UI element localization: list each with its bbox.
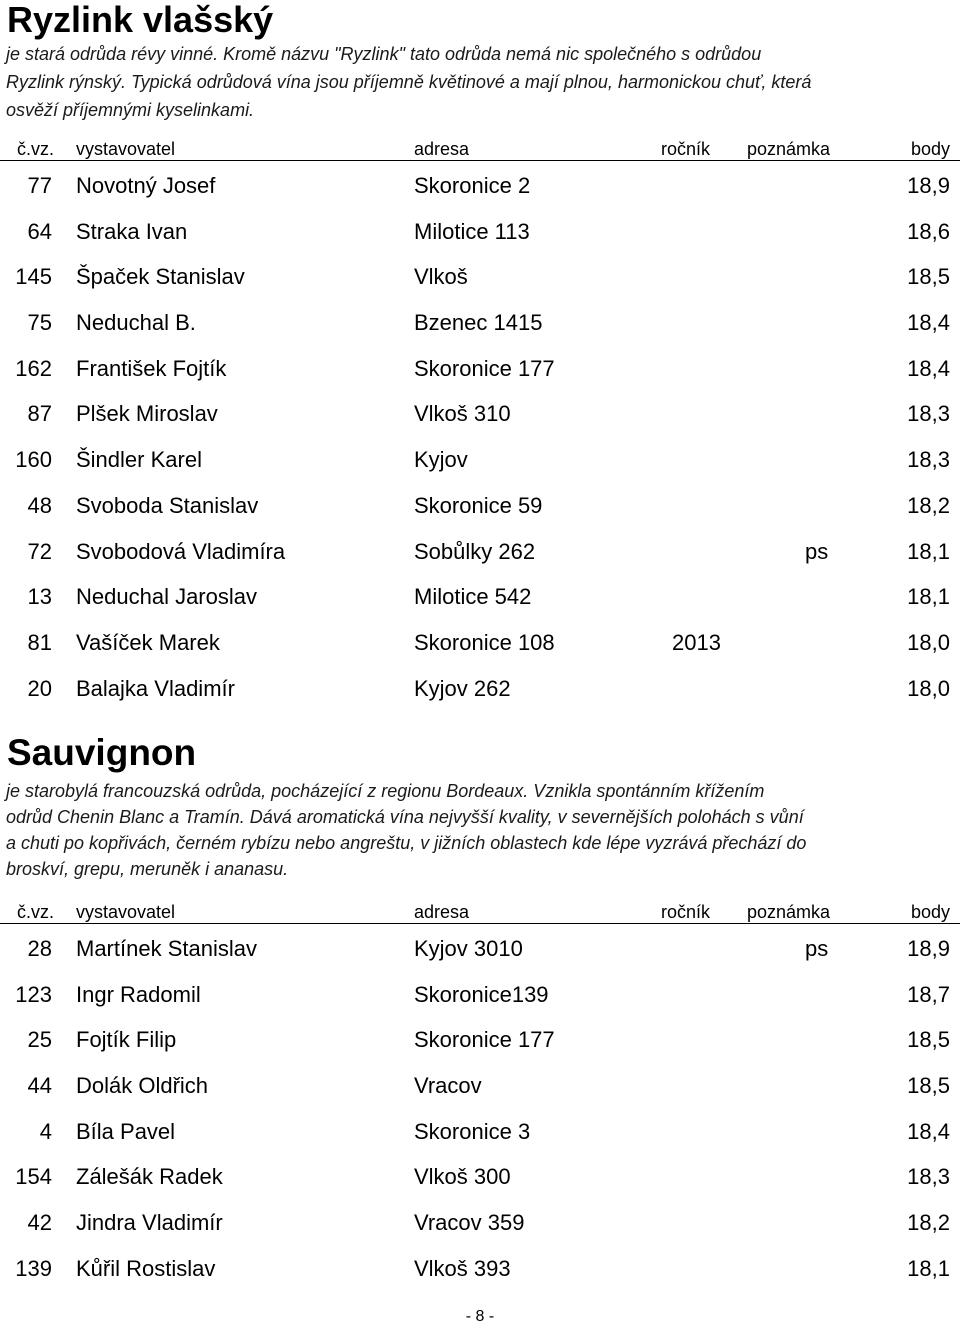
exhibitor-address: Sobůlky 262 xyxy=(414,538,536,564)
exhibitor-address: Bzenec 1415 xyxy=(414,310,543,336)
exhibitor-address: Skoronice 59 xyxy=(414,492,543,518)
points: 18,7 xyxy=(907,981,950,1007)
table-row xyxy=(0,486,960,532)
section-title: Ryzlink vlašský xyxy=(7,0,274,40)
points: 18,2 xyxy=(907,492,950,518)
sample-number: 123 xyxy=(15,981,52,1007)
sample-number: 48 xyxy=(27,492,52,518)
points: 18,5 xyxy=(907,1073,950,1099)
exhibitor-name: Svoboda Stanislav xyxy=(76,492,259,518)
exhibitor-address: Skoronice 108 xyxy=(414,629,555,655)
table-row xyxy=(0,394,960,440)
exhibitor-name: Vašíček Marek xyxy=(76,629,220,655)
points: 18,3 xyxy=(907,401,950,427)
sample-number: 87 xyxy=(27,401,52,427)
table-row xyxy=(0,349,960,395)
sample-number: 145 xyxy=(15,264,52,290)
sample-number: 154 xyxy=(15,1164,52,1190)
exhibitor-name: Jindra Vladimír xyxy=(76,1210,223,1236)
exhibitor-name: Neduchal B. xyxy=(76,310,196,336)
section-description: je starobylá francouzská odrůda, pocházející z regionu Bordeaux. Vznikla spontánním křížením odrůd Chenin Blanc a Tramín. Dává aromatická vína nejvyšší kvality, v severnějších polohách s vůní a chuti po kopřivách, černém rybízu nebo angreštu, v jižních oblastech kde lépe vyzrává přechází do broskví, grepu, meruněk i ananasu. xyxy=(6,781,807,879)
sample-number: 81 xyxy=(27,629,52,655)
sample-number: 75 xyxy=(27,310,52,336)
exhibitor-name: Martínek Stanislav xyxy=(76,936,257,961)
exhibitor-address: Skoronice 3 xyxy=(414,1118,531,1144)
table-row xyxy=(0,212,960,258)
exhibitor-name: Zálešák Radek xyxy=(76,1164,223,1190)
table-row xyxy=(0,623,960,669)
exhibitor-name: Neduchal Jaroslav xyxy=(76,584,257,610)
header-year: ročník xyxy=(661,139,711,159)
table-row xyxy=(0,1157,960,1203)
exhibitor-name: Šindler Karel xyxy=(76,447,202,473)
exhibitor-name: Dolák Oldřich xyxy=(76,1073,209,1099)
section-title: Sauvignon xyxy=(7,732,197,773)
table-row xyxy=(0,1249,960,1295)
exhibitor-address: Skoronice 177 xyxy=(414,1027,555,1053)
page-number: - 8 - xyxy=(465,1308,495,1325)
sample-number: 28 xyxy=(27,936,52,961)
header-address: adresa xyxy=(414,902,470,922)
table-row xyxy=(0,532,960,578)
table-row xyxy=(0,1112,960,1158)
table-row xyxy=(0,440,960,486)
sample-number: 25 xyxy=(27,1027,52,1053)
exhibitor-address: Kyjov 3010 xyxy=(414,936,523,961)
exhibitor-name: František Fojtík xyxy=(76,355,227,381)
header-points: body xyxy=(910,139,950,159)
points: 18,4 xyxy=(907,310,950,336)
points: 18,0 xyxy=(907,675,950,701)
sample-number: 162 xyxy=(15,355,52,381)
table-row xyxy=(0,577,960,623)
note: ps xyxy=(805,936,829,961)
exhibitor-name: Špaček Stanislav xyxy=(76,264,245,290)
sample-number: 77 xyxy=(27,173,52,198)
exhibitor-name: Novotný Josef xyxy=(76,173,216,198)
section-description: je stará odrůda révy vinné. Kromě názvu "Ryzlink" tato odrůda nemá nic společného s odrůdou Ryzlink rýnský. Typická odrůdová vína jsou příjemně květinové a mají plnou, harmonickou chuť, která osvěží příjemnými kyselinkami. xyxy=(6,44,812,120)
exhibitor-address: Vlkoš 310 xyxy=(414,401,511,427)
points: 18,4 xyxy=(907,1118,950,1144)
table-header xyxy=(0,901,960,924)
exhibitor-name: Plšek Miroslav xyxy=(76,401,218,427)
sample-number: 64 xyxy=(27,218,52,244)
points: 18,4 xyxy=(907,355,950,381)
sample-number: 4 xyxy=(39,1118,52,1144)
sample-number: 42 xyxy=(27,1210,52,1236)
points: 18,6 xyxy=(907,218,950,244)
points: 18,1 xyxy=(907,584,950,610)
table-row xyxy=(0,1020,960,1066)
exhibitor-name: Fojtík Filip xyxy=(76,1027,177,1053)
results-table xyxy=(0,166,960,714)
exhibitor-address: Skoronice 2 xyxy=(414,173,531,198)
header-note: poznámka xyxy=(747,139,831,159)
header-exhibitor: vystavovatel xyxy=(76,139,176,159)
exhibitor-address: Vlkoš 300 xyxy=(414,1164,511,1190)
exhibitor-name: Bíla Pavel xyxy=(76,1118,176,1144)
points: 18,3 xyxy=(907,447,950,473)
sample-number: 20 xyxy=(27,675,52,701)
exhibitor-name: Straka Ivan xyxy=(76,218,188,244)
table-row xyxy=(0,257,960,303)
table-row xyxy=(0,669,960,715)
vintage-year: 2013 xyxy=(672,629,721,655)
exhibitor-address: Kyjov xyxy=(414,447,468,473)
table-row xyxy=(0,929,960,975)
table-row xyxy=(0,1203,960,1249)
points: 18,5 xyxy=(907,1027,950,1053)
exhibitor-address: Vracov xyxy=(414,1073,482,1099)
sample-number: 44 xyxy=(27,1073,52,1099)
points: 18,9 xyxy=(907,936,950,961)
exhibitor-address: Vlkoš xyxy=(414,264,468,290)
results-table xyxy=(0,929,960,1295)
header-year: ročník xyxy=(661,902,711,922)
exhibitor-name: Ingr Radomil xyxy=(76,981,201,1007)
sample-number: 160 xyxy=(15,447,52,473)
points: 18,1 xyxy=(907,1255,950,1281)
table-row xyxy=(0,1066,960,1112)
exhibitor-name: Kůřil Rostislav xyxy=(76,1255,216,1281)
exhibitor-name: Balajka Vladimír xyxy=(76,675,235,701)
exhibitor-name: Svobodová Vladimíra xyxy=(76,538,286,564)
points: 18,1 xyxy=(907,538,950,564)
table-row xyxy=(0,166,960,212)
header-points: body xyxy=(910,902,950,922)
exhibitor-address: Skoronice 177 xyxy=(414,355,555,381)
points: 18,2 xyxy=(907,1210,950,1236)
sample-number: 139 xyxy=(15,1255,52,1281)
header-exhibitor: vystavovatel xyxy=(76,902,176,922)
points: 18,9 xyxy=(907,173,950,198)
table-row xyxy=(0,303,960,349)
points: 18,3 xyxy=(907,1164,950,1190)
header-num: č.vz. xyxy=(17,902,55,922)
sample-number: 72 xyxy=(27,538,52,564)
table-row xyxy=(0,975,960,1021)
exhibitor-address: Milotice 113 xyxy=(414,218,530,244)
header-num: č.vz. xyxy=(17,139,55,159)
points: 18,0 xyxy=(907,629,950,655)
exhibitor-address: Kyjov 262 xyxy=(414,675,511,701)
exhibitor-address: Vlkoš 393 xyxy=(414,1255,511,1281)
header-note: poznámka xyxy=(747,902,831,922)
header-address: adresa xyxy=(414,139,470,159)
points: 18,5 xyxy=(907,264,950,290)
note: ps xyxy=(805,538,829,564)
table-header xyxy=(0,138,960,161)
exhibitor-address: Milotice 542 xyxy=(414,584,532,610)
exhibitor-address: Vracov 359 xyxy=(414,1210,525,1236)
sample-number: 13 xyxy=(27,584,52,610)
exhibitor-address: Skoronice139 xyxy=(414,981,549,1007)
